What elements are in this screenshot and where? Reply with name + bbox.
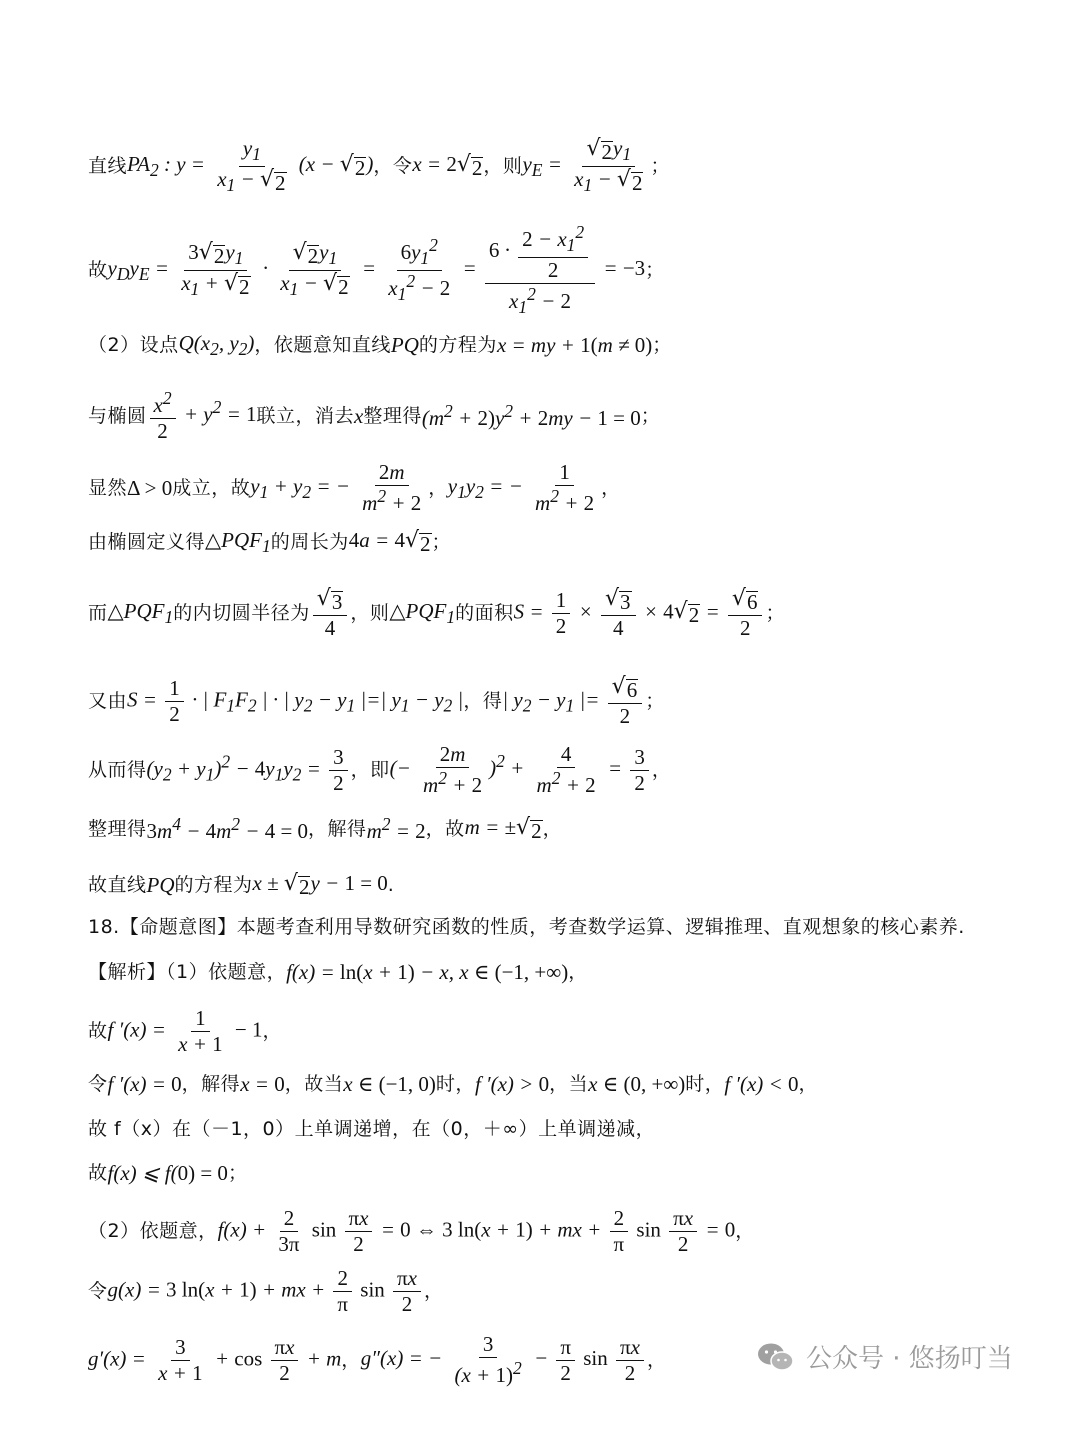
text: 的面积 [455, 602, 514, 624]
text: 显然 [88, 476, 128, 499]
math: f ′(x) = 0 [107, 1072, 182, 1096]
math: $\triangle PQF_1$ [389, 598, 456, 627]
text: 时， [435, 1073, 475, 1095]
line-perimeter [88, 530, 451, 556]
math: x = my + 1(m ≠ 0) [496, 333, 653, 358]
text: 从而得 [88, 758, 147, 781]
math: $y_1 + y_2$ = − $\frac{2m}{m^2 + 2}$ [250, 460, 422, 515]
line-solve-m [88, 816, 562, 842]
math: g″(x) = − $\frac{3}{(x + 1)^2}$ − $\frac{\pi}{2}$ sin $\frac{\pi x}{2}$ [361, 1334, 647, 1386]
watermark-text: 公众号 · 悠扬叮当 [806, 1344, 1013, 1374]
line-area-relation [88, 676, 665, 727]
math: f(x) + $\frac{2}{3\pi}$ sin $\frac{\pi x}{2}$ = 0 ⇔ 3 ln(x + 1) + mx + $\frac{2}{\pi}$ sin $\frac{\pi x}{2}$ = 0 [217, 1206, 736, 1256]
text: ，则 [483, 154, 523, 177]
math: $PA_2$ : y = $y_1$ $x_1$ − √ 2 (x − √ 2 ) [127, 136, 374, 195]
text: 故 [88, 258, 108, 281]
text: ， [651, 758, 672, 781]
line-yd-ye-product [88, 224, 665, 316]
text: 故 f（x）在（－1，0）上单调递增，在（0，＋∞）上单调递减， [88, 1118, 656, 1140]
text: . [387, 874, 395, 896]
line-g-derivatives [88, 1334, 666, 1386]
text: 故直线 [88, 874, 147, 896]
math: $y_1y_2$ = − $\frac{1}{m^2 + 2}$ [447, 460, 595, 515]
math: m = ± √ 2 [464, 814, 542, 843]
math: x ∈ (−1, 0) [343, 1072, 436, 1096]
line-derivative [88, 1008, 282, 1055]
text: ，解得 [181, 1073, 241, 1095]
text: ， [735, 1220, 755, 1242]
text: ， [568, 961, 588, 983]
text: ； [645, 690, 665, 712]
text: ， [262, 1020, 283, 1042]
text: ，解得 [308, 817, 367, 840]
text: ； [650, 154, 670, 177]
wechat-watermark [756, 1338, 1013, 1375]
line-q18-fx [88, 962, 588, 983]
text: 【解析】（1）依题意， [88, 961, 287, 983]
text: ，依题意知直线 [254, 334, 391, 357]
text: 令 [88, 1073, 108, 1095]
math: S = $\frac{1}{2}$ × √ 3 4 × 4 √ 2 = √ 6 2 [514, 588, 766, 639]
line-pa2-equation [88, 138, 670, 194]
line-monotonic-analysis [88, 1074, 818, 1095]
line-squared-relation [88, 744, 671, 796]
line-ellipse-system [88, 390, 660, 442]
text: 成立，故 [172, 476, 251, 499]
text: 的内切圆半径为 [173, 602, 310, 624]
line-max-value [88, 1163, 247, 1184]
math: Δ > 0 [127, 475, 173, 500]
text: ； [765, 602, 785, 624]
math: f ′(x) > 0 [474, 1072, 550, 1096]
text: 又由 [88, 690, 128, 712]
text: 联立，消去 [256, 404, 355, 427]
math: $(y_2 + y_1)^2 - 4y_1y_2$ = $\frac{3}{2}$ [147, 747, 351, 794]
text: ； [640, 404, 661, 427]
text: ，令 [373, 154, 413, 177]
text: PQ [390, 333, 419, 358]
math: S = $\frac{1}{2}$ · | $F_1F_2$ | · | $y_2 - y_1$ |=| $y_1 - y_2$ | [127, 676, 464, 726]
text: （2）设点 [88, 334, 179, 357]
text: ， [646, 1348, 667, 1371]
text: ， [601, 476, 621, 499]
math: g′(x) = $\frac{3}{x + 1}$ + cos $\frac{\pi x}{2}$ + m [88, 1334, 342, 1385]
math: x = 0 [240, 1072, 285, 1096]
text: ， [423, 1280, 444, 1302]
text: PQ [146, 873, 175, 897]
text: ，得 [463, 690, 503, 712]
text: 的方程为 [418, 334, 497, 357]
wechat-icon [756, 1341, 796, 1373]
math: $\triangle PQF_1$ [205, 528, 271, 557]
text: ，则 [350, 602, 390, 624]
math: $y_E$ = √ 2 $y_1$ $x_1$ − √ 2 [522, 136, 643, 195]
math: f ′(x) = $\frac{1}{x + 1}$ − 1 [107, 1006, 263, 1056]
math: $Q(x_2$, $y_2$) [178, 331, 255, 360]
text: （2）依题意， [88, 1220, 218, 1242]
math: x ± √ 2 y − 1 = 0 [252, 871, 388, 899]
math: $\triangle PQF_1$ [107, 598, 174, 627]
math: $m^2 = 2$ [366, 814, 426, 843]
math: x ∈ (0, +∞) [588, 1072, 686, 1096]
math: g(x) = 3 ln(x + 1) + mx + $\frac{2}{\pi}$ sin $\frac{\pi x}{2}$ [108, 1268, 424, 1315]
text: 的周长为 [270, 531, 349, 554]
text: ，故当 [284, 1073, 344, 1095]
text: 时， [685, 1073, 725, 1095]
text: ，故 [425, 817, 465, 840]
math: f ′(x) < 0 [724, 1072, 799, 1096]
math: f(x) ⩽ f(0) = 0 [107, 1161, 228, 1185]
text: 直线 [88, 154, 128, 177]
line-part2-equation [88, 1208, 755, 1255]
text: 令 [88, 1280, 108, 1302]
text: ； [652, 334, 672, 357]
text: ； [645, 258, 665, 281]
text: 18.【命题意图】本题考查利用导数研究函数的性质，考查数学运算、逻辑推理、直观想象的核心素养. [88, 916, 965, 938]
line-vieta [88, 462, 621, 514]
line-q18-intent [88, 918, 965, 937]
math: $(m^2 + 2)y^2 + 2my - 1 = 0$ [421, 401, 641, 430]
text: 故 [88, 1162, 108, 1184]
math: √ 3 4 [310, 588, 351, 639]
math: (− $\frac{2m}{m^2 + 2}$ )$^2$ + $\frac{4}{m^2 + 2}$ = $\frac{3}{2}$ [390, 744, 652, 796]
line-pq-result [88, 873, 394, 898]
math: x = 2 √ 2 [412, 151, 483, 180]
text: 整理得 [363, 404, 422, 427]
text: ，即 [350, 758, 390, 781]
text: 整理得 [88, 817, 147, 840]
text: ， [341, 1348, 361, 1371]
text: 的方程为 [174, 874, 253, 896]
text: ； [227, 1162, 248, 1184]
text: ，当 [549, 1073, 589, 1095]
text: 故 [88, 1020, 108, 1042]
line-point-q [88, 333, 672, 359]
text: ， [428, 476, 448, 499]
math: f(x) = ln(x + 1) − x, x ∈ (−1, +∞) [286, 960, 569, 984]
text: 与椭圆 [88, 404, 147, 427]
text: ， [798, 1073, 818, 1095]
math: $3m^4 - 4m^2 - 4 = 0$ [146, 814, 309, 843]
line-inradius-area [88, 588, 785, 639]
math: | $y_2 - y_1$ |= √ 6 2 [502, 676, 645, 727]
text: 由椭圆定义得 [88, 531, 206, 554]
text: x [354, 403, 364, 428]
text: ； [431, 531, 452, 554]
text: 而 [88, 602, 108, 624]
line-define-g [88, 1268, 443, 1315]
math: $\frac{x^2}{2}$ + $y^2 = 1$ [147, 390, 257, 442]
math: $y_Dy_E$ = 3 √ 2 $y_1$ $x_1$ + √ 2 · √ 2 $y_1$ $x_1$ − √ 2 = $\frac{6y_1^2}{x_1^2 - 2}$ = 6 · $\frac{2 - x_1^2}{2}$ $x_1^2 - 2$ = −3 [107, 222, 646, 317]
text: ， [542, 817, 563, 840]
line-monotonic-summary [88, 1120, 655, 1139]
math: 4a = 4 √ 2 [348, 528, 431, 557]
